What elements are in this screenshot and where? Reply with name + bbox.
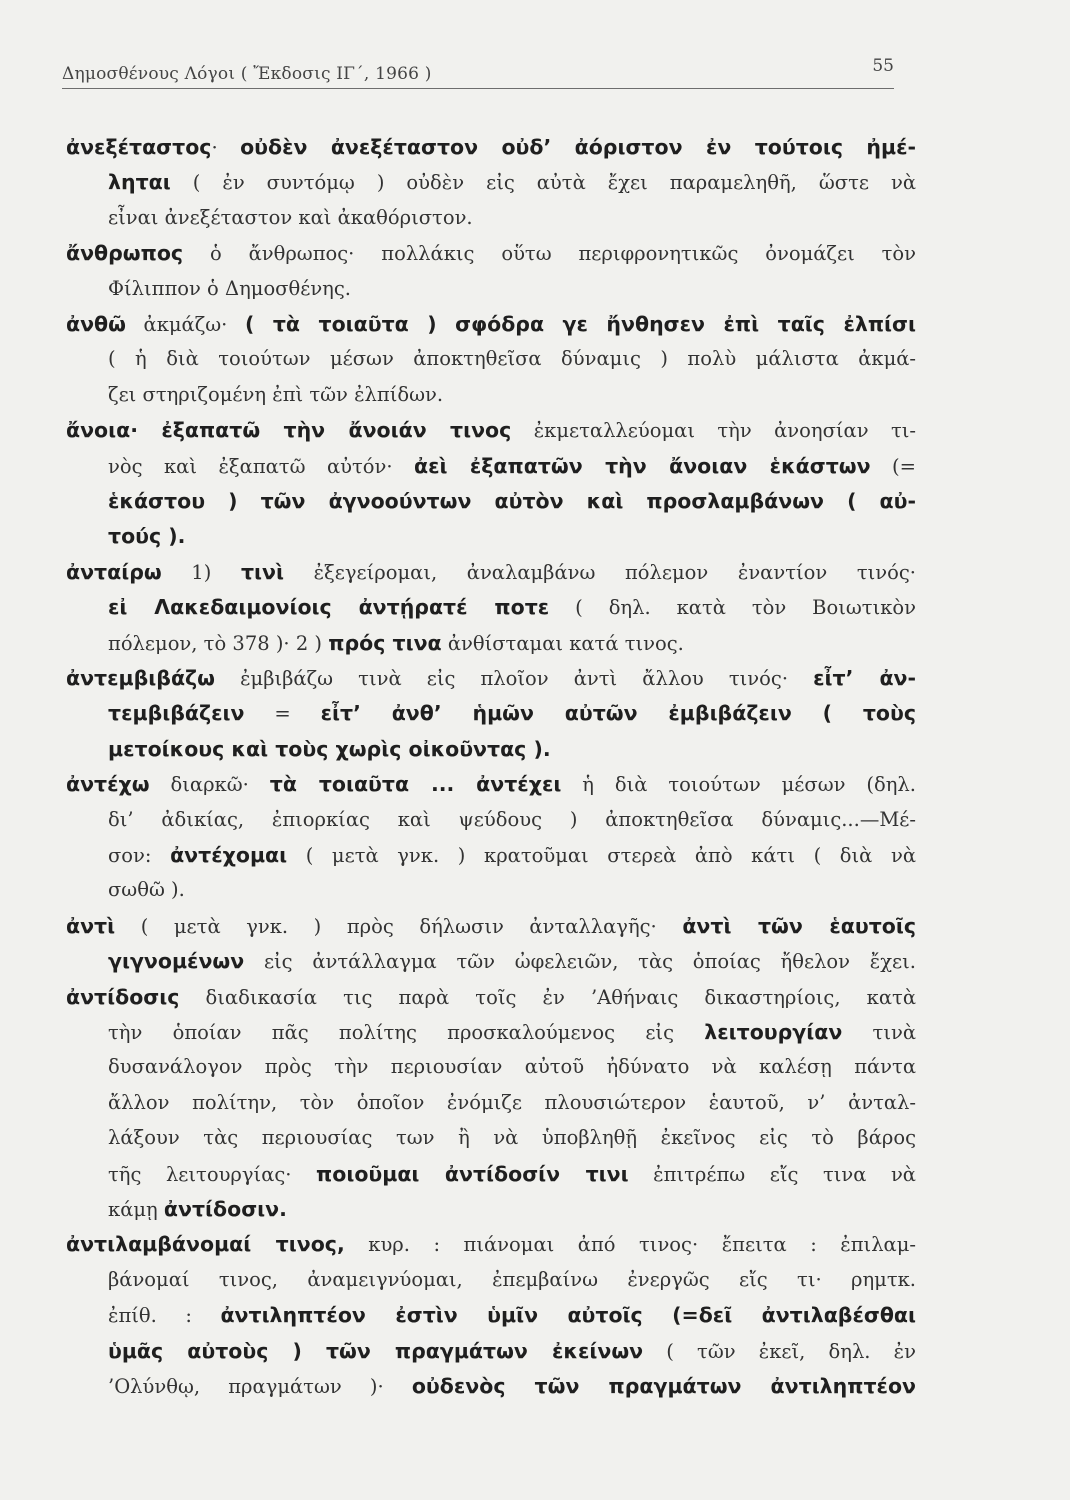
text-line bbox=[66, 130, 916, 164]
text-line bbox=[108, 484, 916, 518]
headword-bold-text: ἀνεξέταστος bbox=[66, 135, 212, 159]
headword-bold-text: ἀντέχομαι bbox=[170, 843, 288, 867]
text-line bbox=[66, 1227, 916, 1261]
text-line bbox=[108, 1121, 916, 1155]
headword-bold-text: ἀντιλαμβάνομαί τινος, bbox=[66, 1232, 345, 1257]
text-line bbox=[108, 873, 916, 907]
definition-text: ἐπιτρέπω εἴς τινα νὰ bbox=[628, 1162, 916, 1186]
headword-bold-text: τινὶ bbox=[240, 559, 284, 584]
definition-text: (= bbox=[870, 454, 916, 478]
definition-text: ( τῶν ἐκεῖ, δηλ. ἐν bbox=[643, 1339, 916, 1363]
text-line bbox=[108, 272, 916, 306]
definition-text: ’Ολύνθῳ, πραγμάτων )· bbox=[108, 1375, 412, 1398]
headword-bold-text: ἀντέχω bbox=[66, 772, 150, 797]
definition-text: = bbox=[244, 702, 321, 726]
headword-bold-text: ἑκάστου ) τῶν ἀγνοούντων αὐτὸν καὶ προσλαμβάνων ( αὐ- bbox=[108, 489, 916, 513]
headword-bold-text: ἀεὶ ἐξαπατῶν τὴν ἄνοιαν ἑκάστων bbox=[414, 453, 871, 478]
definition-text: ( μετὰ γνκ. ) πρὸς δήλωσιν ἀνταλλαγῆς· bbox=[115, 914, 683, 938]
text-line bbox=[108, 378, 916, 412]
headword-bold-text: οὐδενὸς τῶν πραγμάτων ἀντιληπτέον bbox=[411, 1374, 917, 1398]
headword-bold-text: πρός τινα bbox=[328, 630, 442, 655]
text-line bbox=[66, 413, 916, 447]
text-line bbox=[108, 590, 916, 624]
definition-text: ὁ ἄνθρωπος· πολλάκις οὕτω περιφρονητικῶς ὀνομάζει τὸν bbox=[183, 242, 916, 266]
headword-bold-text: ἀνθῶ bbox=[66, 312, 126, 336]
text-line bbox=[66, 661, 916, 695]
definition-text: εἰς ἀντάλλαγμα τῶν ὠφελειῶν, τὰς ὁποίας ἤθελον ἔχει. bbox=[244, 950, 916, 974]
definition-text: ἐμβιβάζω τινὰ εἰς πλοῖον ἀντὶ ἄλλου τινός· bbox=[214, 667, 814, 690]
text-line bbox=[108, 696, 916, 730]
headword-bold-text: ὑμᾶς αὐτοὺς ) τῶν πραγμάτων ἐκείνων bbox=[108, 1338, 644, 1363]
definition-text: Φίλιππον ὁ Δημοσθένης. bbox=[108, 276, 351, 300]
definition-text: σωθῶ ). bbox=[108, 878, 185, 902]
headword-bold-text: ἀντιληπτέον ἐστὶν ὑμῖν αὐτοῖς (=δεῖ ἀντιλαβέσθαι bbox=[220, 1303, 916, 1328]
headword-bold-text: ἀντὶ τῶν ἑαυτοῖς bbox=[682, 913, 917, 938]
text-line bbox=[108, 342, 916, 376]
definition-text: · bbox=[211, 136, 241, 159]
definition-text: 1) bbox=[161, 560, 241, 584]
headword-bold-text: οὐδὲν ἀνεξέταστον οὐδ’ ἀόριστον ἐν τούτοις ἠμέ- bbox=[240, 135, 916, 159]
text-line bbox=[66, 980, 916, 1014]
definition-text: ἄλλον πολίτην, τὸν ὁποῖον ἐνόμιζε πλουσιώτερον ἑαυτοῦ, ν’ ἀνταλ- bbox=[108, 1090, 916, 1114]
text-line bbox=[66, 767, 916, 801]
headword-bold-text: γιγνομένων bbox=[108, 949, 245, 974]
text-line bbox=[66, 307, 916, 341]
headword-bold-text: ἄνθρωπος bbox=[66, 241, 184, 266]
headword-bold-text: ἀντὶ bbox=[66, 913, 116, 938]
definition-text: ( ἐν συντόμῳ ) οὐδὲν εἰς αὐτὰ ἔχει παραμεληθῆ, ὥστε νὰ bbox=[170, 171, 916, 195]
text-line bbox=[108, 626, 916, 660]
definition-text: διαρκῶ· bbox=[149, 773, 270, 797]
definition-text: ἐκμεταλλεύομαι τὴν ἀνοησίαν τι- bbox=[511, 419, 916, 443]
text-line bbox=[108, 1050, 916, 1084]
text-line bbox=[66, 909, 916, 943]
definition-text: ἀνθίσταμαι κατά τινος. bbox=[441, 631, 684, 655]
page-header bbox=[62, 58, 894, 89]
headword-bold-text: τούς ). bbox=[108, 524, 186, 549]
headword-bold-text: ποιοῦμαι ἀντίδοσίν τινι bbox=[316, 1161, 629, 1186]
text-line bbox=[108, 1334, 916, 1368]
definition-text: πόλεμον, τὸ 378 )· 2 ) bbox=[108, 631, 329, 655]
definition-text: τῆς λειτουργίας· bbox=[108, 1162, 317, 1186]
headword-bold-text: ἀντίδοσιν. bbox=[163, 1197, 287, 1221]
text-line bbox=[66, 555, 916, 589]
text-line bbox=[108, 1298, 916, 1332]
definition-text: δι’ ἀδικίας, ἐπιορκίας καὶ ψεύδους ) ἀποκτηθεῖσα δύναμις...—Μέ- bbox=[108, 807, 916, 831]
definition-text: ( δηλ. κατὰ τὸν Βοιωτικὸν bbox=[549, 596, 916, 620]
text-line bbox=[66, 236, 916, 270]
headword-bold-text: ἀντεμβιβάζω bbox=[66, 666, 215, 690]
text-line bbox=[108, 1369, 916, 1403]
definition-text: λάξουν τὰς περιουσίας των ἢ νὰ ὑποβληθῇ ἐκεῖνος εἰς τὸ βάρος bbox=[108, 1126, 916, 1150]
text-line bbox=[108, 1263, 916, 1297]
headword-bold-text: ἀνταίρω bbox=[66, 559, 162, 584]
text-line bbox=[108, 1015, 916, 1049]
page-number: 55 bbox=[872, 56, 894, 76]
text-line bbox=[108, 519, 916, 553]
headword-bold-text: τεμβιβάζειν bbox=[108, 701, 245, 726]
text-line bbox=[108, 944, 916, 978]
definition-text: εἶναι ἀνεξέταστον καὶ ἀκαθόριστον. bbox=[108, 205, 473, 229]
definition-text: ἐξεγείρομαι, ἀναλαμβάνω πόλεμον ἐναντίον τινός· bbox=[283, 560, 916, 584]
headword-bold-text: εἰ Λακεδαιμονίοις ἀντῄρατέ ποτε bbox=[108, 595, 550, 620]
definition-text: ( μετὰ γνκ. ) κρατοῦμαι στερεὰ ἀπὸ κάτι ( διὰ νὰ bbox=[287, 844, 916, 867]
text-line bbox=[108, 1157, 916, 1191]
headword-bold-text: μετοίκους καὶ τοὺς χωρὶς οἰκοῦντας ). bbox=[108, 736, 551, 761]
definition-text: τὴν ὁποίαν πᾶς πολίτης προσκαλούμενος εἰς bbox=[108, 1021, 705, 1044]
headword-bold-text: ἄνοια· ἐξαπατῶ τὴν ἄνοιάν τινος bbox=[66, 418, 512, 443]
running-title: Δημοσθένους Λόγοι ( Ἔκδοσις ΙΓ΄, 1966 ) bbox=[62, 64, 432, 84]
text-line bbox=[108, 1192, 916, 1226]
definition-text: ἡ διὰ τοιούτων μέσων (δηλ. bbox=[561, 773, 916, 797]
definition-text: νὸς καὶ ἐξαπατῶ αὐτόν· bbox=[108, 454, 415, 478]
definition-text: κυρ. : πιάνομαι ἀπό τινος· ἔπειτα : ἐπιλαμ- bbox=[344, 1233, 916, 1257]
text-line bbox=[108, 838, 916, 872]
definition-text: ( ἡ διὰ τοιούτων μέσων ἀποκτηθεῖσα δύναμις ) πολὺ μάλιστα ἀκμά- bbox=[108, 347, 916, 371]
headword-bold-text: λειτουργίαν bbox=[704, 1020, 843, 1044]
definition-text: τινὰ bbox=[842, 1021, 917, 1044]
text-line bbox=[108, 732, 916, 766]
definition-text: κάμῃ bbox=[108, 1198, 164, 1221]
headword-bold-text: εἶτ’ ἀν- bbox=[813, 666, 917, 690]
text-line bbox=[108, 165, 916, 199]
definition-text: ἀκμάζω· bbox=[125, 313, 245, 336]
headword-bold-text: ληται bbox=[108, 170, 171, 195]
headword-bold-text: ( τὰ τοιαῦτα ) σφόδρα γε ἤνθησεν ἐπὶ ταῖς ἐλπίσι bbox=[244, 312, 916, 336]
headword-bold-text: εἶτ’ ἀνθ’ ἡμῶν αὐτῶν ἐμβιβάζειν ( τοὺς bbox=[320, 701, 916, 726]
headword-bold-text: τὰ τοιαῦτα ... ἀντέχει bbox=[269, 772, 562, 797]
definition-text: ἐπίθ. : bbox=[108, 1304, 221, 1328]
definition-text: διαδικασία τις παρὰ τοῖς ἐν ’Αθήναις δικαστηρίοις, κατὰ bbox=[179, 985, 916, 1009]
text-line bbox=[108, 201, 916, 235]
headword-bold-text: ἀντίδοσις bbox=[66, 984, 180, 1009]
definition-text: βάνομαί τινος, ἀναμειγνύομαι, ἐπεμβαίνω ἐνεργῶς εἴς τι· ρημτκ. bbox=[108, 1267, 916, 1291]
text-line bbox=[108, 1086, 916, 1120]
definition-text: σον: bbox=[108, 844, 171, 867]
text-line bbox=[108, 803, 916, 837]
text-line bbox=[108, 449, 916, 483]
definition-text: δυσανάλογον πρὸς τὴν περιουσίαν αὐτοῦ ἠδύνατο νὰ καλέσῃ πάντα bbox=[108, 1055, 916, 1079]
definition-text: ζει στηριζομένη ἐπὶ τῶν ἐλπίδων. bbox=[108, 382, 444, 406]
